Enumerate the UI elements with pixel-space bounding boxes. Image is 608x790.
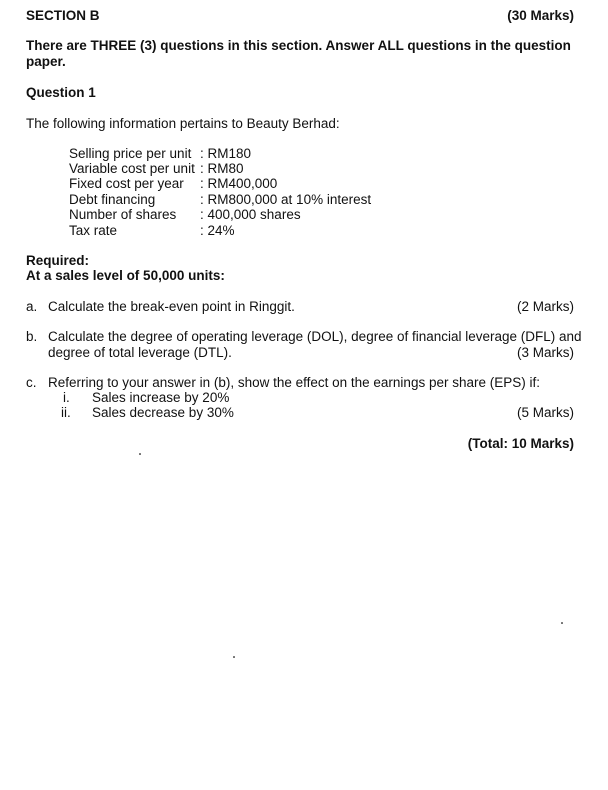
info-value: : 400,000 shares [200, 207, 301, 222]
part-c-text: Referring to your answer in (b), show the effect on the earnings per share (EPS) if: [48, 375, 540, 390]
required-condition: At a sales level of 50,000 units: [26, 268, 225, 283]
info-label: Number of shares [69, 207, 177, 222]
required-label: Required: [26, 253, 90, 268]
part-a-text: Calculate the break-even point in Ringgit. [48, 299, 295, 314]
part-b-letter: b. [26, 329, 38, 344]
instructions-line-1: There are THREE (3) questions in this section. Answer ALL questions in the question [26, 38, 571, 53]
part-c-sub-num: i. [63, 390, 70, 405]
section-marks: (30 Marks) [507, 8, 574, 23]
info-value: : RM80 [200, 161, 244, 176]
instructions-line-2: paper. [26, 54, 66, 69]
total-marks: (Total: 10 Marks) [467, 436, 574, 451]
info-value: : RM180 [200, 146, 252, 161]
part-b-text-line-2: degree of total leverage (DTL). [48, 345, 232, 360]
info-label: Fixed cost per year [69, 176, 184, 191]
question-intro: The following information pertains to Beauty Berhad: [26, 116, 340, 131]
scan-speck [139, 453, 141, 455]
part-c-sub-text: Sales increase by 20% [92, 390, 230, 405]
info-label: Debt financing [69, 192, 156, 207]
part-c-sub-num: ii. [61, 405, 71, 420]
scan-speck [233, 656, 235, 658]
info-value: : RM400,000 [200, 176, 278, 191]
part-a-marks: (2 Marks) [517, 299, 574, 314]
section-title: SECTION B [26, 8, 100, 23]
info-label: Selling price per unit [69, 146, 192, 161]
part-b-text-line-1: Calculate the degree of operating leverage (DOL), degree of financial leverage (DFL) and [48, 329, 582, 344]
info-label: Tax rate [69, 223, 118, 238]
part-a-letter: a. [26, 299, 38, 314]
scan-speck [561, 622, 563, 624]
part-c-sub-text: Sales decrease by 30% [92, 405, 234, 420]
info-value: : 24% [200, 223, 235, 238]
part-c-letter: c. [26, 375, 37, 390]
info-value: : RM800,000 at 10% interest [200, 192, 372, 207]
info-label: Variable cost per unit [69, 161, 195, 176]
part-b-marks: (3 Marks) [517, 345, 574, 360]
part-c-marks: (5 Marks) [517, 405, 574, 420]
question-title: Question 1 [26, 85, 96, 100]
